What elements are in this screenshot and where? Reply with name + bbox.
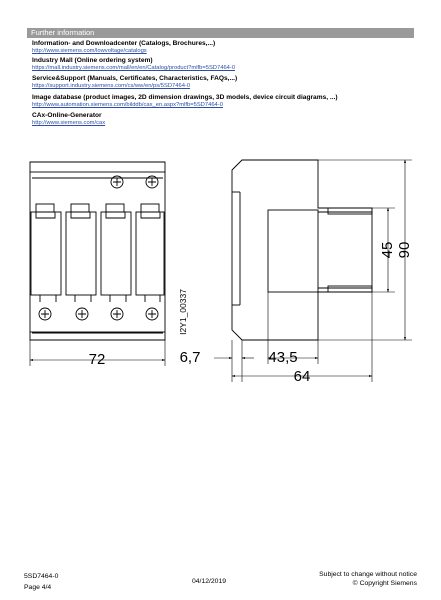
dim-offset: 6,7 <box>179 349 201 366</box>
footer-page: Page 4/4 <box>24 584 52 591</box>
info-title: Image database (product images, 2D dimension drawings, 3D models, device circuit diagrams, ...) <box>32 94 338 101</box>
info-title: Industry Mall (Online ordering system) <box>32 57 153 64</box>
info-link[interactable]: https://support.industry.siemens.com/cs/ww/en/ps/5SD7464-0 <box>32 83 191 89</box>
info-link[interactable]: http://www.automation.siemens.com/bilddb/cax_en.aspx?mlfb=5SD7464-0 <box>32 102 223 108</box>
dim-depth-inner: 43,5 <box>268 349 298 366</box>
info-link[interactable]: http://www.siemens.com/cax <box>32 120 106 126</box>
footer-notice: Subject to change without notice <box>319 571 417 578</box>
front-view <box>30 162 165 340</box>
info-title: Information- and Downloadcenter (Catalogs, Brochures,...) <box>32 40 216 47</box>
dim-height-total: 90 <box>396 241 413 259</box>
info-link[interactable]: https://mall.industry.siemens.com/mall/en/en/Catalog/product?mlfb=5SD7464-0 <box>32 65 236 71</box>
drawing-id: I2Y1_00337 <box>178 289 188 335</box>
footer-date: 04/12/2019 <box>192 578 227 585</box>
footer-copyright: © Copyright Siemens <box>352 580 417 587</box>
dim-width-total: 72 <box>88 351 106 368</box>
info-link[interactable]: http://www.siemens.com/lowvoltage/catalogs <box>32 48 147 54</box>
dim-height-inner: 45 <box>379 241 396 259</box>
footer-product: 5SD7464-0 <box>24 573 59 580</box>
section-header: Further information <box>27 28 414 38</box>
info-title: CAx-Online-Generator <box>32 112 102 119</box>
info-title: Service&Support (Manuals, Certificates, Characteristics, FAQs,...) <box>32 75 238 82</box>
side-view <box>232 160 372 340</box>
dim-depth-total: 64 <box>293 368 311 385</box>
